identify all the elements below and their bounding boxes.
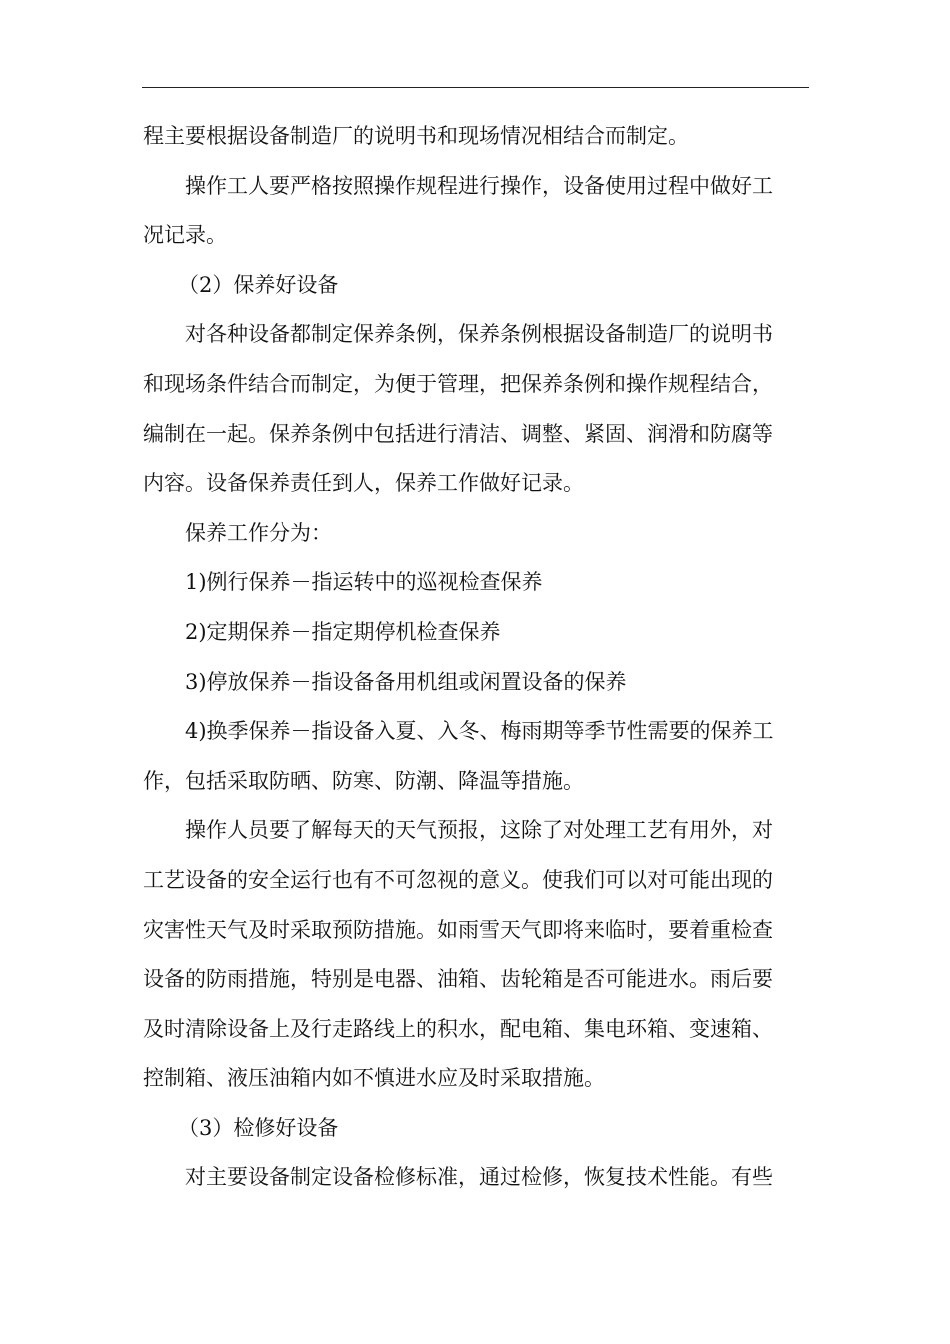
text-line: 内容。设备保养责任到人，保养工作做好记录。 xyxy=(143,471,584,496)
list-item: 3)停放保养－指设备备用机组或闲置设备的保养 xyxy=(185,669,627,694)
section-heading: （2）保养好设备 xyxy=(178,272,339,297)
text-line: 和现场条件结合而制定，为便于管理，把保养条例和操作规程结合， xyxy=(143,371,773,396)
text-line: 作，包括采取防晒、防寒、防潮、降温等措施。 xyxy=(143,768,584,793)
text-line: 控制箱、液压油箱内如不慎进水应及时采取措施。 xyxy=(143,1066,605,1091)
text-line: 对主要设备制定设备检修标准，通过检修，恢复技术性能。有些 xyxy=(185,1165,773,1190)
list-item: 1)例行保养－指运转中的巡视检查保养 xyxy=(185,570,543,595)
text-line: 操作工人要严格按照操作规程进行操作，设备使用过程中做好工 xyxy=(185,173,773,198)
page-body xyxy=(143,112,808,1203)
section-heading: （3）检修好设备 xyxy=(178,1115,339,1140)
text-line: 程主要根据设备制造厂的说明书和现场情况相结合而制定。 xyxy=(143,124,689,148)
text-line: 保养工作分为： xyxy=(185,520,332,545)
text-line: 操作人员要了解每天的天气预报，这除了对处理工艺有用外，对 xyxy=(185,818,773,843)
header-rule xyxy=(142,87,809,88)
text-line: 灾害性天气及时采取预防措施。如雨雪天气即将来临时，要着重检查 xyxy=(143,917,773,942)
text-line: 对各种设备都制定保养条例，保养条例根据设备制造厂的说明书 xyxy=(185,322,773,347)
text-line: 设备的防雨措施，特别是电器、油箱、齿轮箱是否可能进水。雨后要 xyxy=(143,967,773,992)
text-line: 工艺设备的安全运行也有不可忽视的意义。使我们可以对可能出现的 xyxy=(143,867,773,892)
list-item: 2)定期保养－指定期停机检查保养 xyxy=(185,619,501,644)
text-line: 况记录。 xyxy=(143,223,227,248)
text-line: 及时清除设备上及行走路线上的积水，配电箱、集电环箱、变速箱、 xyxy=(143,1016,773,1041)
text-line: 编制在一起。保养条例中包括进行清洁、调整、紧固、润滑和防腐等 xyxy=(143,421,773,446)
list-item: 4)换季保养－指设备入夏、入冬、梅雨期等季节性需要的保养工 xyxy=(185,719,774,744)
